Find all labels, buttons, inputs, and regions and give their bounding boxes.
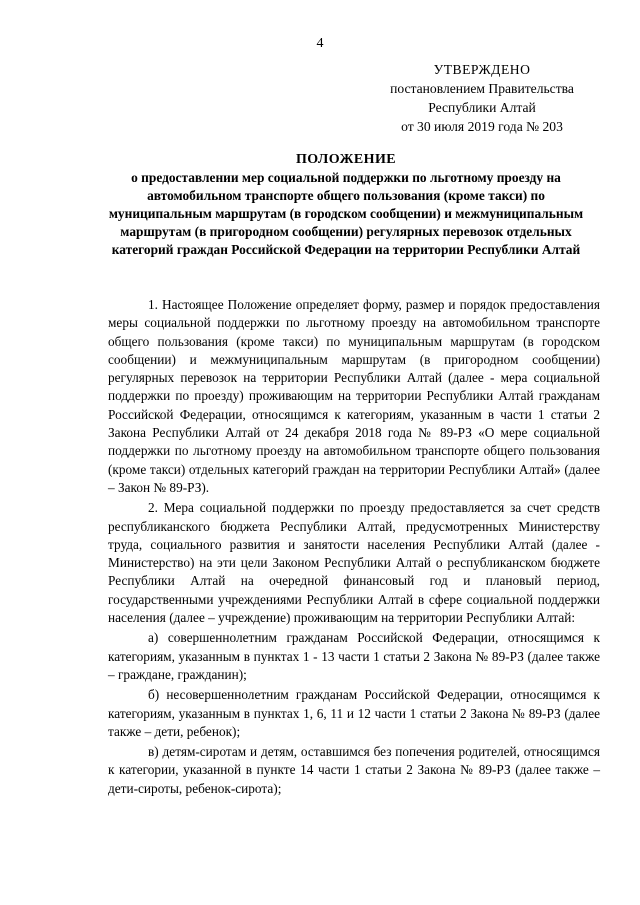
- paragraph-2: 2. Мера социальной поддержки по проезду предоставляется за счет средств республиканского бюджета Республики Алтай, предусмотренных Министерству труда, социального развития и занятости населения Республики Алтай (далее - Министерство) на эти цели Законом Республики Алтай о республиканском бюджете Республики Алтай на очередной финансовый год и плановый период, государственными учреждениями Республики Алтай в сфере социальной поддержки населения (далее – учреждение) проживающим на территории Республики Алтай:: [108, 500, 600, 626]
- document-subtitle: о предоставлении мер социальной поддержки по льготному проезду на автомобильном транспорте общего пользования (кроме такси) по муниципальным маршрутам (в городском сообщении) и межмуниципальным маршрутам (в пригородном сообщении) регулярных перевозок отдельных категорий граждан Российской Федерации на территории Республики Алтай: [108, 170, 584, 257]
- approval-line-2: Республики Алтай: [428, 100, 536, 115]
- document-title-block: [108, 151, 584, 259]
- paragraph-item-b: б) несовершеннолетним гражданам Российской Федерации, относящимся к категориям, указанным в пунктах 1, 6, 11 и 12 части 1 статьи 2 Закона № 89-РЗ (далее также – дети, ребенок);: [108, 687, 600, 739]
- document-body: [108, 296, 600, 798]
- paragraph-1: 1. Настоящее Положение определяет форму, размер и порядок предоставления меры социальной поддержки по льготному проезду на автомобильном транспорте общего пользования (кроме такси) по муниципальным маршрутам (в городском сообщении) и межмуниципальным маршрутам (в пригородном сообщении) регулярных перевозок на территории Республики Алтай (далее - мера социальной поддержки по проезду) проживающим на территории Республики Алтай гражданам Российской Федерации, относящимся к категориям, указанным в части 1 статьи 2 Закона Республики Алтай от 24 декабря 2018 года № 89-РЗ «О мере социальной поддержки по льготному проезду на автомобильном транспорте общего пользования (кроме такси) отдельных категорий граждан на территории Республики Алтай» (далее – Закон № 89-РЗ).: [108, 297, 600, 495]
- paragraph-item-a: а) совершеннолетним гражданам Российской Федерации, относящимся к категориям, указанным в пунктах 1 - 13 части 1 статьи 2 Закона № 89-РЗ (далее также – граждане, гражданин);: [108, 630, 600, 682]
- page-number: 4: [316, 36, 324, 51]
- approval-line-3: от 30 июля 2019 года № 203: [401, 119, 563, 134]
- approval-line-1: постановлением Правительства: [390, 81, 574, 96]
- document-heading: ПОЛОЖЕНИЕ: [296, 152, 396, 167]
- paragraph-item-c: в) детям-сиротам и детям, оставшимся без попечения родителей, относящимся к категории, указанной в пункте 14 части 1 статьи 2 Закона № 89-РЗ (далее также – дети-сироты, ребенок-сирота);: [108, 744, 600, 796]
- approval-stamp: [372, 60, 592, 136]
- approval-title: УТВЕРЖДЕНО: [433, 62, 531, 77]
